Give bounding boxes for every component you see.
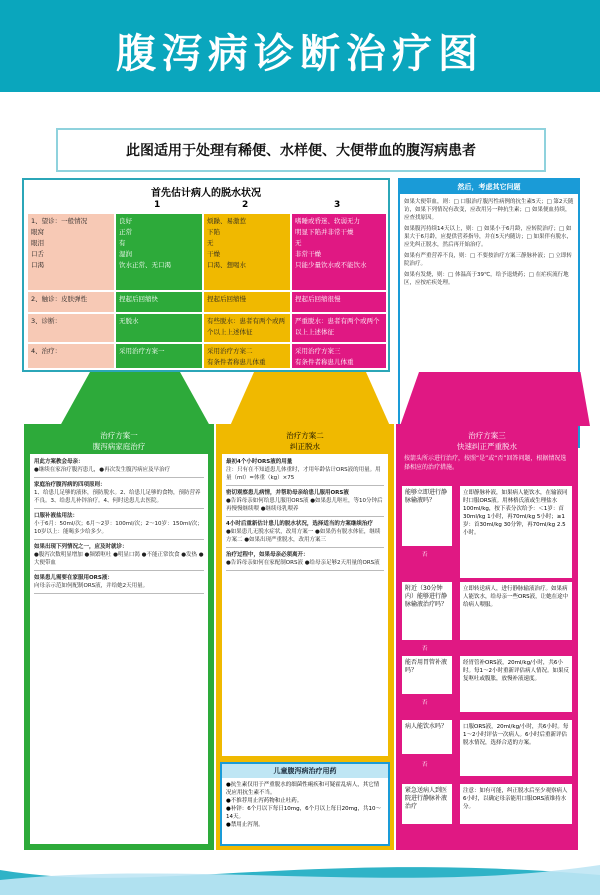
plan-b-block-text: ●告诉母亲如何在家配制ORS液 ●给母亲足够2天用量的ORS液 <box>226 560 380 566</box>
row-diag-col3: 严重脱水：患者有两个或两个以上上述体征 <box>292 314 386 342</box>
plan-b-block-text: ●如果患儿无脱水症状，改用方案一 ●如果仍有脱水体征，继续方案二 ●如果出现严重脱水，改用方案三 <box>226 529 381 543</box>
row-feel-col3: 捏起后回缩很慢 <box>292 292 386 312</box>
row-diag-label: 3、诊断： <box>28 314 114 342</box>
row-look-col1: 良好 正常 有 湿润 饮水正常、无口渴 <box>116 214 202 290</box>
bottom-wave <box>0 850 600 895</box>
plan-c-flowchart <box>402 484 572 844</box>
flow-action: 立即转送病人，进行静脉输液治疗。如果病人能饮水，给母亲一些ORS液，让她在途中给病人喂服。 <box>460 582 572 640</box>
flow-question: 附近（30分钟内）能够进行静脉输液治疗吗？ <box>402 582 452 640</box>
child-medication-line: ●禁用止泻剂。 <box>226 822 264 828</box>
other-problem-persistent: 如果腹泻持续14天以上，则：□ 如果小于6月龄，应转院治疗；□ 如果大于6月龄，应提供营养指导，并在5天内随访；□ 如果伴有脱水，应先纠正脱水，然后再开始治疗。 <box>404 226 572 248</box>
other-problem-blood: 如果大便带血，则：□ 口服治疗腹泻性病例的抗生素5天；□ 第2天随访，如果下列情况有改变，应改用另一种抗生素；□ 如果便血持续，应查找原因。 <box>404 199 574 221</box>
flow-no-label: 否 <box>422 700 428 706</box>
row-look-label: 1、望诊：一般情况 眼窝 眼泪 口舌 口渴 <box>28 214 114 290</box>
row-feel-col1: 捏起后回缩快 <box>116 292 202 312</box>
col-num-2: 2 <box>242 200 249 210</box>
page-title: 腹泻病诊断治疗图 <box>116 31 484 77</box>
assessment-table <box>22 178 390 372</box>
row-diag-col2: 有些脱水：患者有两个或两个以上上述体征 <box>204 314 290 342</box>
plan-a-block-heading: 口服补液盐用法： <box>34 513 79 519</box>
flow-question: 能够立即进行静脉输液吗？ <box>402 486 452 546</box>
row-look-col3: 嗜睡或昏迷、软弱无力 明显下陷并非常干燥 无 非常干燥 只能少量饮水或不能饮水 <box>292 214 386 290</box>
plan-a-block-text: 向母亲示范如何配制ORS液，并给她2天用量。 <box>34 583 149 589</box>
subtitle-box <box>56 128 546 172</box>
assessment-title: 首先估计病人的脱水状况 <box>151 188 261 199</box>
connector-yellow <box>230 372 390 426</box>
flow-no-label: 否 <box>422 762 428 768</box>
plan-c-panel <box>396 424 578 850</box>
plan-b-title: 治疗方案二 纠正脱水 <box>286 431 324 451</box>
row-diag-col1: 无脱水 <box>116 314 202 342</box>
plan-b-block-heading: 治疗过程中，如果母亲必须离开： <box>226 552 309 558</box>
plan-c-title: 治疗方案三 快速纠正严重脱水 <box>457 431 517 451</box>
col-num-3: 3 <box>334 200 341 210</box>
plan-b-block-heading: 4小时后重新估计患儿的脱水状况，选择适当的方案继续治疗 <box>226 521 373 527</box>
row-treat-col2: 采用治疗方案二 有条件者称患儿体重 <box>204 344 290 368</box>
other-problem-fever: 如果有发烧，则：□ 体温高于39℃，给予退烧药；□ 在疟疾流行地区，应按疟疾处理。 <box>404 272 569 286</box>
header-banner <box>0 0 600 92</box>
connector-magenta <box>400 372 590 426</box>
plan-b-block-heading: 最初4个小时ORS液的用量 <box>226 459 293 465</box>
flow-no-label: 否 <box>422 552 428 558</box>
other-problems-title: 然后，考虑其它问题 <box>400 180 578 194</box>
child-medication-line: ●不推荐用止泻药物和止吐药。 <box>226 798 303 804</box>
child-medication-title: 儿童腹泻病治疗用药 <box>222 764 388 778</box>
plan-b-block-heading: 密切观察患儿病情，并帮助母亲给患儿服用ORS液 <box>226 490 349 496</box>
flow-action: 注意：如有可能，纠正脱水后至少观察病人6小时，以确定母亲能用口服ORS液维持水分。 <box>460 784 572 824</box>
connector-green <box>60 372 210 426</box>
plan-c-note: 按箭头所示进行治疗，按照“是”或“否”回答问题，根据情况选择相应的治疗措施。 <box>404 455 567 471</box>
row-feel-label: 2、触诊：皮肤弹性 <box>28 292 114 312</box>
flow-question: 紧急送病人到医院进行静脉补液治疗 <box>402 784 452 824</box>
plan-a-block-text: 1、给患儿足够的液体，预防脱水。2、给患儿足够的食物，预防营养不良。3、给患儿补锌治疗。4、何时送患儿去医院。 <box>34 490 201 504</box>
plan-a-title: 治疗方案一 腹泻病家庭治疗 <box>92 431 146 451</box>
plan-a-block-heading: 用此方案教会母亲： <box>34 459 84 465</box>
plan-b-block-text: 注：只有在不知道患儿体重时，才用年龄估计ORS液的用量。用量（ml）=体重（kg）×75 <box>226 467 381 481</box>
row-treat-col3: 采用治疗方案三 有条件者称患儿体重 <box>292 344 386 368</box>
plan-a-panel <box>24 424 214 850</box>
plan-a-block-heading: 如果患儿需要在家服用ORS液： <box>34 575 113 581</box>
row-treat-col1: 采用治疗方案一 <box>116 344 202 368</box>
child-medication-box <box>220 762 390 846</box>
plan-a-block-text: ●继续在家治疗腹泻患儿，●再次发生腹泻病应及早治疗 <box>34 467 171 473</box>
flow-question: 能否用胃管补液吗？ <box>402 656 452 694</box>
plan-a-block-text: 小于6月：50ml/次；6月～2岁：100ml/次；2～10岁：150ml/次；10岁以上：能喝多少给多少。 <box>34 521 203 535</box>
row-treat-label: 4、治疗： <box>28 344 114 368</box>
plan-a-block-text: ●腹泻次数明显增加 ●频繁呕吐 ●明显口渴 ●不能正常饮食 ●发热 ●大便带血 <box>34 552 204 566</box>
flow-action: 立即静脉补液，如果病人能饮水，在输液同时口服ORS液。用林格氏液或生理盐水100ml/kg，按下表分次给予：＜1岁：首30ml/kg 1小时，再70ml/kg 5小时；≥1岁：首30ml/kg 30分钟，再70ml/kg 2.5小时。 <box>460 486 572 578</box>
row-feel-col2: 捏起后回缩慢 <box>204 292 290 312</box>
flow-question: 病人能饮水吗？ <box>402 720 452 754</box>
flow-action: 口服ORS液，20ml/kg/小时，共6小时。每1～2小时评估一次病人。6小时后重新评估脱水情况，选择合适的方案。 <box>460 720 572 776</box>
plan-b-block-text: ●告诉母亲如何给患儿服用ORS液 ●如果患儿呕吐，等10分钟后再慢慢继续喂 ●继续母乳喂养 <box>226 498 383 512</box>
other-problem-malnutrition: 如果有严重营养不良，则：□ 不要按治疗方案三静脉补液；□ 立即转院治疗。 <box>404 253 572 267</box>
plan-a-content <box>30 454 208 844</box>
col-num-1: 1 <box>154 200 161 210</box>
flow-action: 经胃管补ORS液，20ml/kg/小时，共6小时。每1～2小时重新评估病人情况。如果反复呕吐或腹胀，放慢补液速度。 <box>460 656 572 712</box>
flow-no-label: 否 <box>422 646 428 652</box>
plan-a-block-heading: 如果出现下列情况之一，应及时就诊： <box>34 544 128 550</box>
plan-a-block-heading: 家庭治疗腹泻病的四项原则： <box>34 482 106 488</box>
child-medication-line: ●补锌：6个月以下每日10mg，6个月以上每日20mg，共10～14天。 <box>226 806 381 820</box>
subtitle: 此图适用于处理有稀便、水样便、大便带血的腹泻病患者 <box>126 143 476 159</box>
child-medication-line: ●抗生素仅用于严重脱水的细菌性痢疾和可疑霍乱病人，其它情况应用抗生素不当。 <box>226 782 380 796</box>
row-look-col2: 烦躁、易激惹 下陷 无 干燥 口渴、想喝水 <box>204 214 290 290</box>
plan-b-content <box>222 454 388 756</box>
